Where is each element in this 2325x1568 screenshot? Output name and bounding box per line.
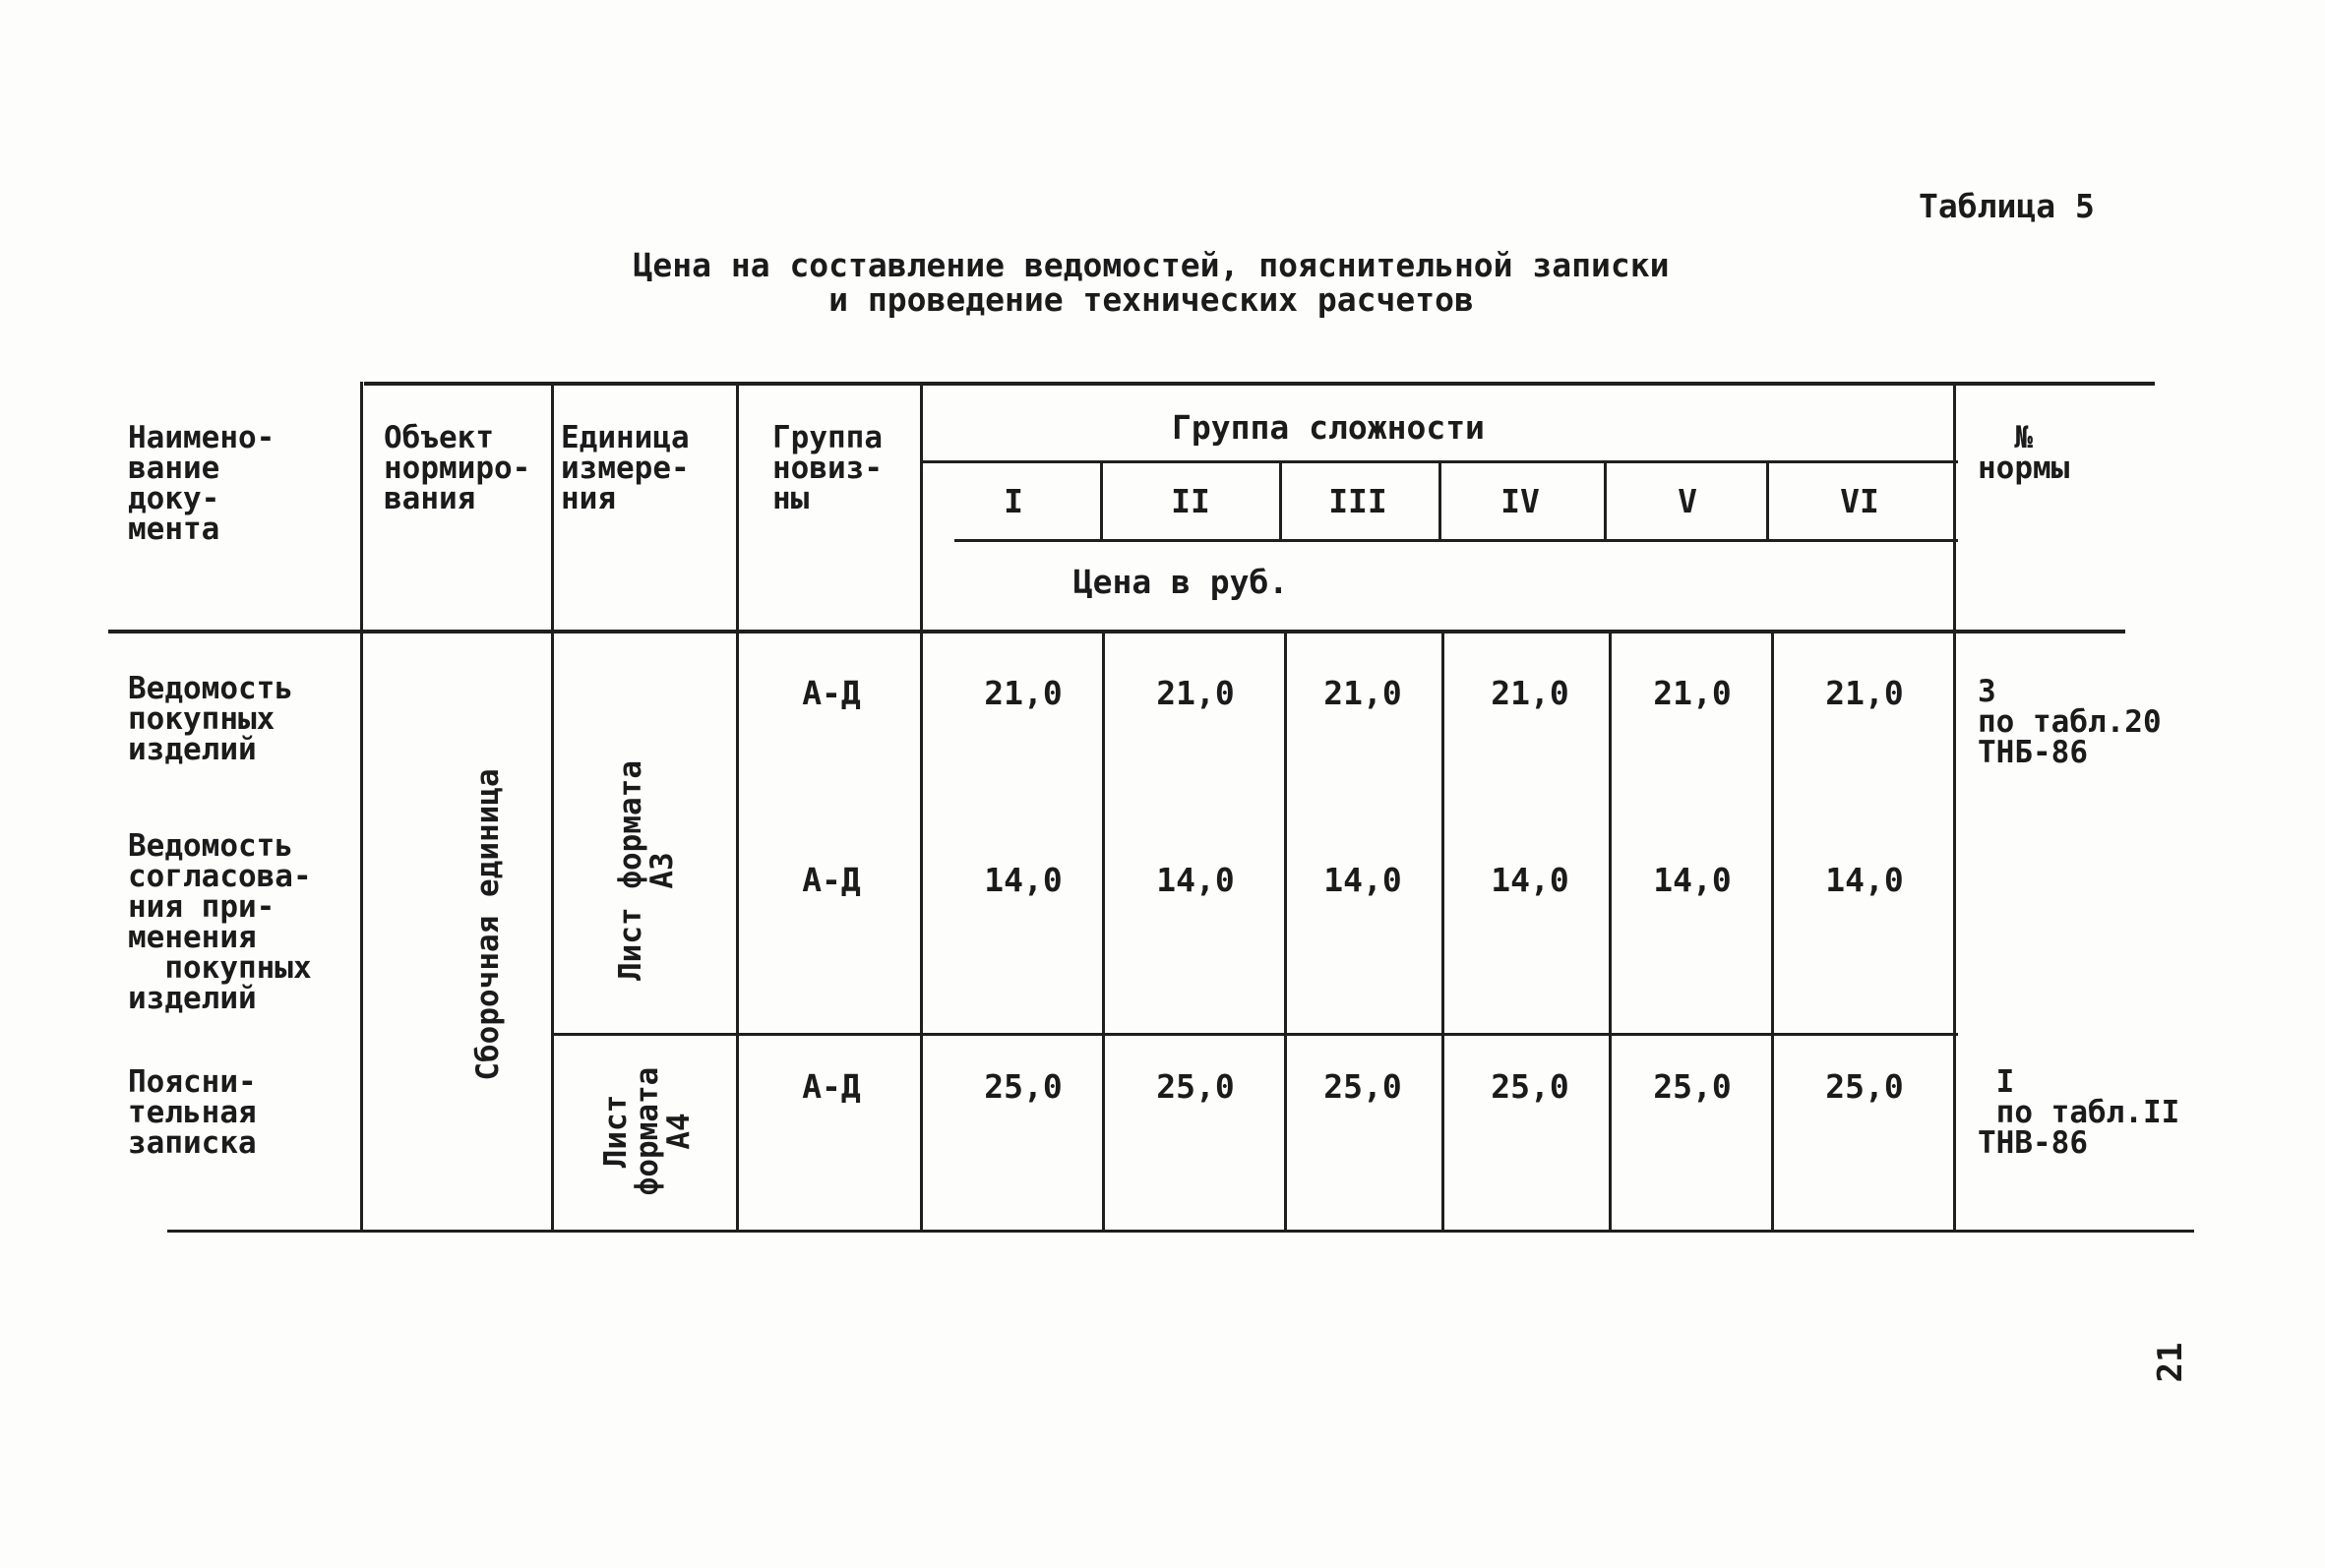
row3-price-3: 25,0 [1323,1067,1402,1106]
header-price-unit: Цена в руб. [1072,563,1289,601]
row3-norm: I по табл.II ТНВ-86 [1978,1064,2180,1161]
col-line-5b [1102,632,1105,1233]
row3-divider [551,1033,1958,1036]
row2-price-1: 14,0 [984,861,1063,899]
row2-price-4: 14,0 [1491,861,1569,899]
page-number: 21 [2151,1342,2190,1383]
row2-group: А-Д [802,861,861,899]
col-line-1 [360,382,363,1233]
col-line-9 [1766,462,1769,541]
row2-price-3: 14,0 [1323,861,1402,899]
header-complexity: Группа сложности [1172,408,1485,447]
price-unit-divider [954,539,1958,542]
row2-name: Ведомость согласова- ния при- менения покупных изделий [128,828,312,1016]
header-object: Объект нормиро- вания [384,420,531,516]
row1-price-1: 21,0 [984,674,1063,712]
row1-price-4: 21,0 [1491,674,1569,712]
row1-group: А-Д [802,674,861,712]
object-merged-cell: Сборочная единица [470,768,506,1081]
row3-price-1: 25,0 [984,1067,1063,1106]
complexity-group-5: V [1678,482,1697,520]
row1-price-5: 21,0 [1653,674,1732,712]
col-line-5 [1100,462,1103,541]
row2-price-5: 14,0 [1653,861,1732,899]
col-line-7 [1438,462,1441,541]
col-line-9b [1771,632,1774,1233]
table-number: Таблица 5 [1919,187,2095,225]
header-unit: Единица измере- ния [561,420,690,516]
col-line-6b [1284,632,1287,1233]
row1-norm: 3 по табл.20 ТНБ-86 [1978,674,2162,770]
complexity-group-6: VI [1840,482,1879,520]
row1-price-3: 21,0 [1323,674,1402,712]
row2-price-2: 14,0 [1156,861,1235,899]
complexity-group-4: IV [1500,482,1540,520]
row3-name: Поясни- тельная записка [128,1064,257,1161]
row3-price-6: 25,0 [1825,1067,1904,1106]
col-line-4 [920,382,923,1233]
table-bottom-border [167,1230,2194,1233]
header-bottom-border [108,630,2125,633]
col-line-8b [1609,632,1612,1233]
col-line-2 [551,382,554,1233]
col-line-3 [736,382,739,1233]
header-norm-no: № нормы [1978,420,2070,486]
table-top-border [364,382,2155,386]
complexity-group-1: I [1004,482,1023,520]
header-doc-name: Наимено- вание доку- мента [128,420,275,547]
row3-price-2: 25,0 [1156,1067,1235,1106]
col-line-8 [1604,462,1607,541]
row1-price-2: 21,0 [1156,674,1235,712]
table-title-line2: и проведение технических расчетов [828,280,1474,319]
row3-price-4: 25,0 [1491,1067,1569,1106]
unit-row-3: Лист формата А4 [598,1066,697,1196]
col-line-10 [1953,382,1956,1233]
complexity-group-2: II [1171,482,1210,520]
complexity-group-3: III [1328,482,1387,520]
table-title-line1: Цена на составление ведомостей, пояснительной записки [633,246,1670,284]
row2-price-6: 14,0 [1825,861,1904,899]
row3-price-5: 25,0 [1653,1067,1732,1106]
col-line-7b [1441,632,1444,1233]
row1-name: Ведомость покупных изделий [128,671,293,767]
col-line-6 [1279,462,1282,541]
row3-group: А-Д [802,1067,861,1106]
unit-rows-1-2: Лист формата А3 [613,760,680,981]
header-group: Группа новиз- ны [772,420,883,516]
row1-price-6: 21,0 [1825,674,1904,712]
